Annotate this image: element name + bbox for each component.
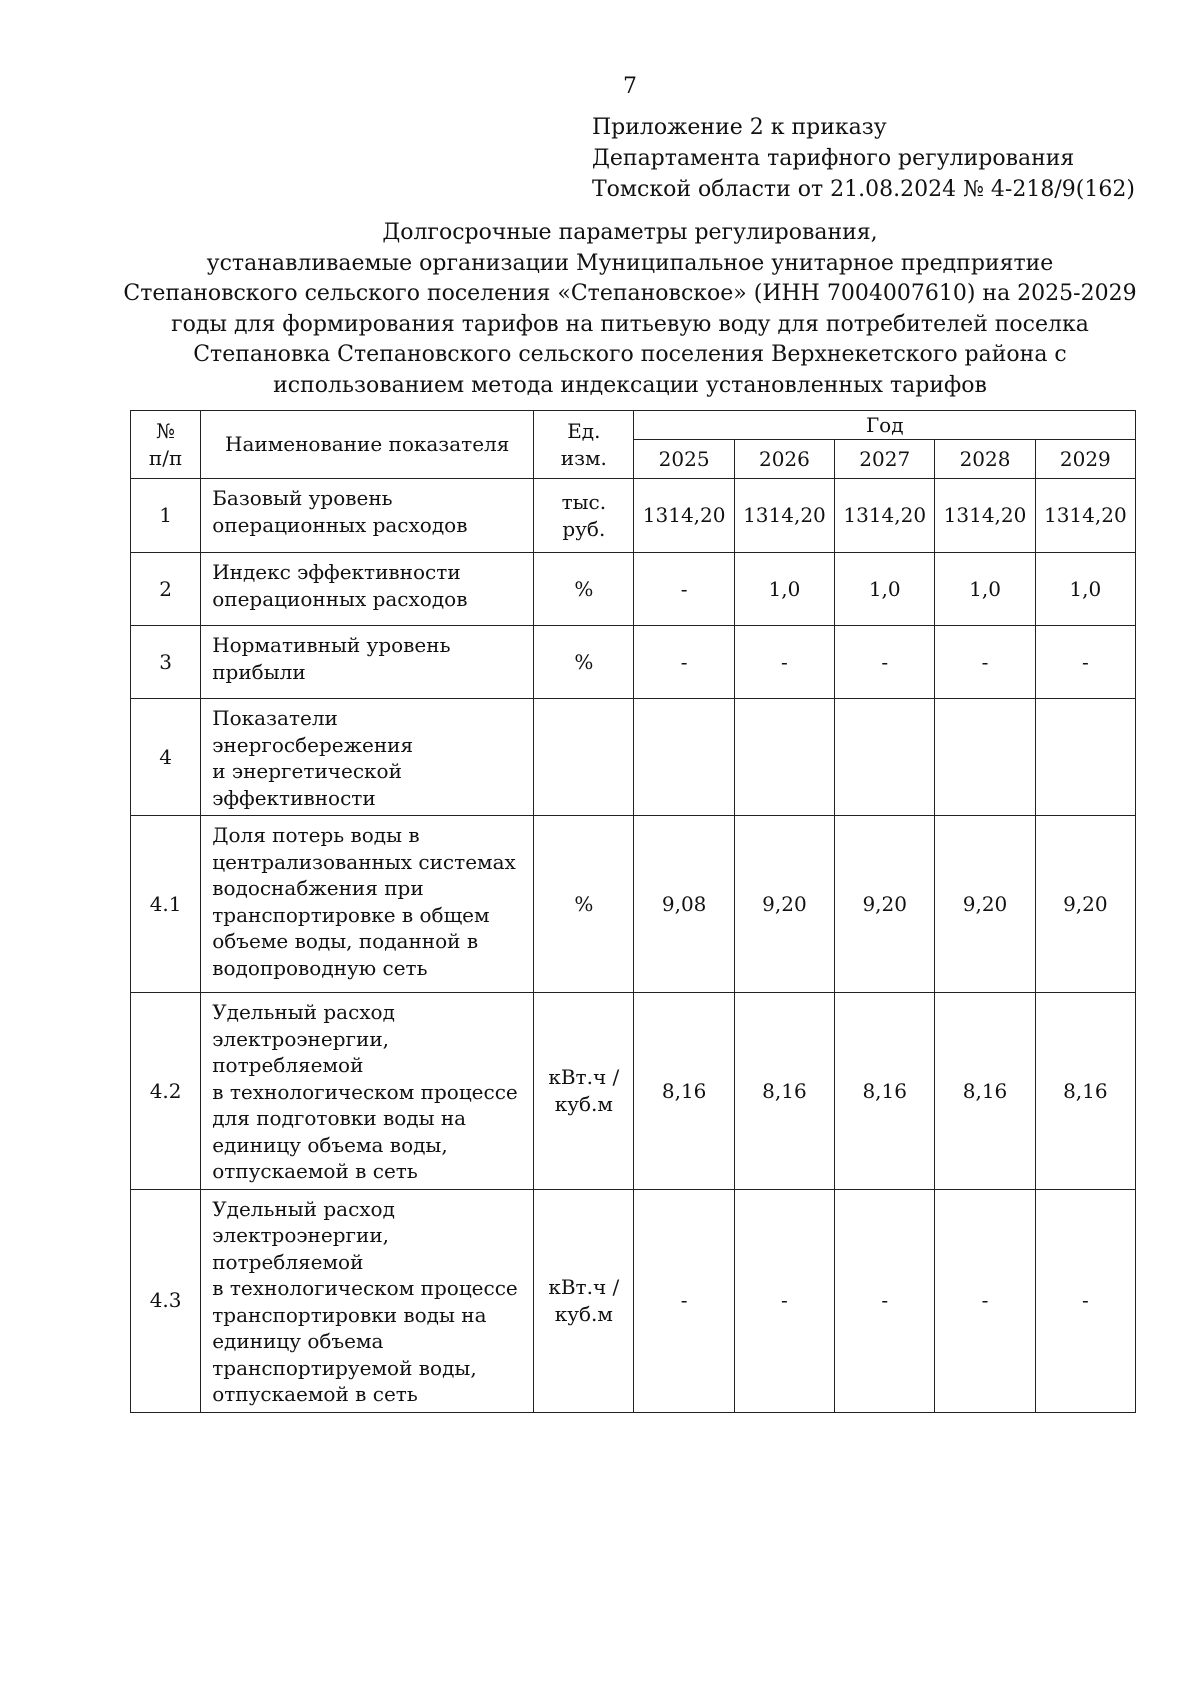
header-year: Год (634, 411, 1136, 440)
indicator-name (201, 993, 534, 1190)
header-unit-line: изм. (560, 445, 607, 470)
unit-line: руб. (562, 516, 606, 541)
header-no-line: п/п (148, 445, 183, 470)
header-year-cell: 2025 (634, 440, 734, 479)
indicator-name-line: прибыли (212, 659, 306, 684)
value-cell: 1314,20 (1035, 479, 1135, 553)
row-number: 2 (131, 553, 201, 626)
indicator-name-line: транспортируемой воды, (212, 1355, 477, 1380)
indicator-name-line: транспортировке в общем (212, 902, 490, 927)
unit-line: тыс. (561, 490, 607, 514)
row-number: 4.1 (131, 816, 201, 993)
title-line: годы для формирования тарифов на питьевую воду для потребителей поселка (171, 311, 1089, 337)
indicator-name-line: централизованных системах (212, 849, 516, 874)
indicator-name-line: Индекс эффективности (212, 560, 461, 584)
indicator-name-line: электроэнергии, потребляемой (212, 1026, 390, 1077)
value-cell: - (634, 553, 734, 626)
value-cell: 1,0 (734, 553, 834, 626)
value-cell: - (734, 1189, 834, 1412)
unit-cell (534, 626, 634, 699)
value-cell (935, 699, 1035, 816)
appendix-line: Департамента тарифного регулирования (592, 146, 1075, 171)
indicator-name-line: водопроводную сеть (212, 955, 428, 980)
unit-cell (534, 479, 634, 553)
value-cell (835, 699, 935, 816)
row-number: 4.3 (131, 1189, 201, 1412)
indicator-name-line: Доля потерь воды в (212, 823, 420, 847)
indicator-name (201, 699, 534, 816)
page-number: 7 (623, 74, 637, 99)
indicator-name-line: водоснабжения при (212, 876, 424, 900)
unit-cell (534, 816, 634, 993)
indicator-name-line: Базовый уровень (212, 486, 393, 510)
value-cell: - (634, 626, 734, 699)
table-row (131, 626, 1136, 699)
unit-line: куб.м (554, 1301, 613, 1326)
table-row (131, 993, 1136, 1190)
indicator-name-line: Удельный расход (212, 1000, 395, 1024)
unit-line: кВт.ч / (548, 1275, 620, 1299)
parameters-table (130, 410, 1136, 1413)
indicator-name-line: Показатели энергосбережения (212, 706, 414, 757)
value-cell (1035, 699, 1135, 816)
row-number: 1 (131, 479, 201, 553)
indicator-name-line: объеме воды, поданной в (212, 929, 479, 953)
value-cell: 9,20 (835, 816, 935, 993)
value-cell: 1,0 (835, 553, 935, 626)
title-line: Степановка Степановского сельского поселения Верхнекетского района с (193, 342, 1067, 367)
value-cell: 1,0 (935, 553, 1035, 626)
row-number: 4.2 (131, 993, 201, 1190)
unit-cell (534, 553, 634, 626)
value-cell: 1314,20 (634, 479, 734, 553)
unit-line: кВт.ч / (548, 1065, 620, 1090)
header-year-cell: 2028 (935, 440, 1035, 479)
indicator-name (201, 626, 534, 699)
indicator-name-line: транспортировки воды на (212, 1302, 487, 1327)
unit-line: % (574, 649, 594, 674)
header-unit (534, 411, 634, 479)
indicator-name-line: единицу объема воды, (212, 1132, 448, 1157)
value-cell: 9,20 (734, 816, 834, 993)
value-cell: - (935, 626, 1035, 699)
appendix-line: Приложение 2 к приказу (592, 115, 887, 140)
indicator-name-line: Удельный расход (212, 1196, 395, 1221)
unit-line: % (574, 891, 594, 916)
indicator-name (201, 553, 534, 626)
row-number: 4 (131, 699, 201, 816)
value-cell: - (734, 626, 834, 699)
value-cell: 1314,20 (734, 479, 834, 553)
value-cell: - (935, 1189, 1035, 1412)
value-cell: - (835, 1189, 935, 1412)
value-cell (634, 699, 734, 816)
header-year-cell: 2026 (734, 440, 834, 479)
title-line: Степановского сельского поселения «Степановское» (ИНН 7004007610) на 2025-2029 (123, 281, 1137, 306)
indicator-name (201, 479, 534, 553)
appendix-line: Томской области от 21.08.2024 № 4-218/9(162) (592, 177, 1135, 202)
header-no (131, 411, 201, 479)
unit-cell (534, 699, 634, 816)
value-cell: 8,16 (1035, 993, 1135, 1190)
value-cell: 9,20 (1035, 816, 1135, 993)
indicator-name-line: для подготовки воды на (212, 1106, 467, 1130)
value-cell: 1314,20 (935, 479, 1035, 553)
value-cell: - (835, 626, 935, 699)
header-unit-line: Ед. (567, 419, 601, 443)
indicator-name (201, 1189, 534, 1412)
value-cell: 8,16 (734, 993, 834, 1190)
indicator-name-line: отпускаемой в сеть (212, 1159, 418, 1183)
indicator-name-line: электроэнергии, потребляемой (212, 1223, 390, 1274)
value-cell: 9,20 (935, 816, 1035, 993)
table-row (131, 553, 1136, 626)
document-title (120, 218, 1140, 401)
value-cell: 1,0 (1035, 553, 1135, 626)
indicator-name-line: и энергетической (212, 759, 402, 783)
header-row (131, 411, 1136, 440)
header-name: Наименование показателя (201, 411, 534, 479)
table-row (131, 1189, 1136, 1412)
header-year-cell: 2029 (1035, 440, 1135, 479)
indicator-name-line: отпускаемой в сеть (212, 1382, 418, 1406)
table-row (131, 699, 1136, 816)
value-cell: - (1035, 1189, 1135, 1412)
row-number: 3 (131, 626, 201, 699)
unit-line: % (574, 576, 594, 601)
indicator-name-line: единицу объема (212, 1329, 384, 1353)
table-row (131, 479, 1136, 553)
value-cell: 9,08 (634, 816, 734, 993)
indicator-name-line: операционных расходов (212, 586, 468, 611)
appendix-header (592, 112, 1135, 205)
unit-cell (534, 993, 634, 1190)
title-line: Долгосрочные параметры регулирования, (382, 220, 878, 245)
unit-line: куб.м (554, 1091, 613, 1116)
value-cell: - (1035, 626, 1135, 699)
unit-cell (534, 1189, 634, 1412)
indicator-name-line: операционных расходов (212, 512, 468, 537)
header-no-line: № (156, 419, 176, 443)
title-line: устанавливаемые организации Муниципальное унитарное предприятие (206, 250, 1054, 276)
value-cell (734, 699, 834, 816)
indicator-name-line: Нормативный уровень (212, 633, 451, 657)
header-year-cell: 2027 (835, 440, 935, 479)
title-line: использованием метода индексации установленных тарифов (273, 372, 987, 398)
value-cell: 8,16 (835, 993, 935, 1190)
indicator-name (201, 816, 534, 993)
value-cell: 8,16 (634, 993, 734, 1190)
table-row (131, 816, 1136, 993)
indicator-name-line: в технологическом процессе (212, 1079, 518, 1104)
value-cell: - (634, 1189, 734, 1412)
indicator-name-line: в технологическом процессе (212, 1276, 518, 1300)
value-cell: 8,16 (935, 993, 1035, 1190)
indicator-name-line: эффективности (212, 785, 376, 810)
value-cell: 1314,20 (835, 479, 935, 553)
